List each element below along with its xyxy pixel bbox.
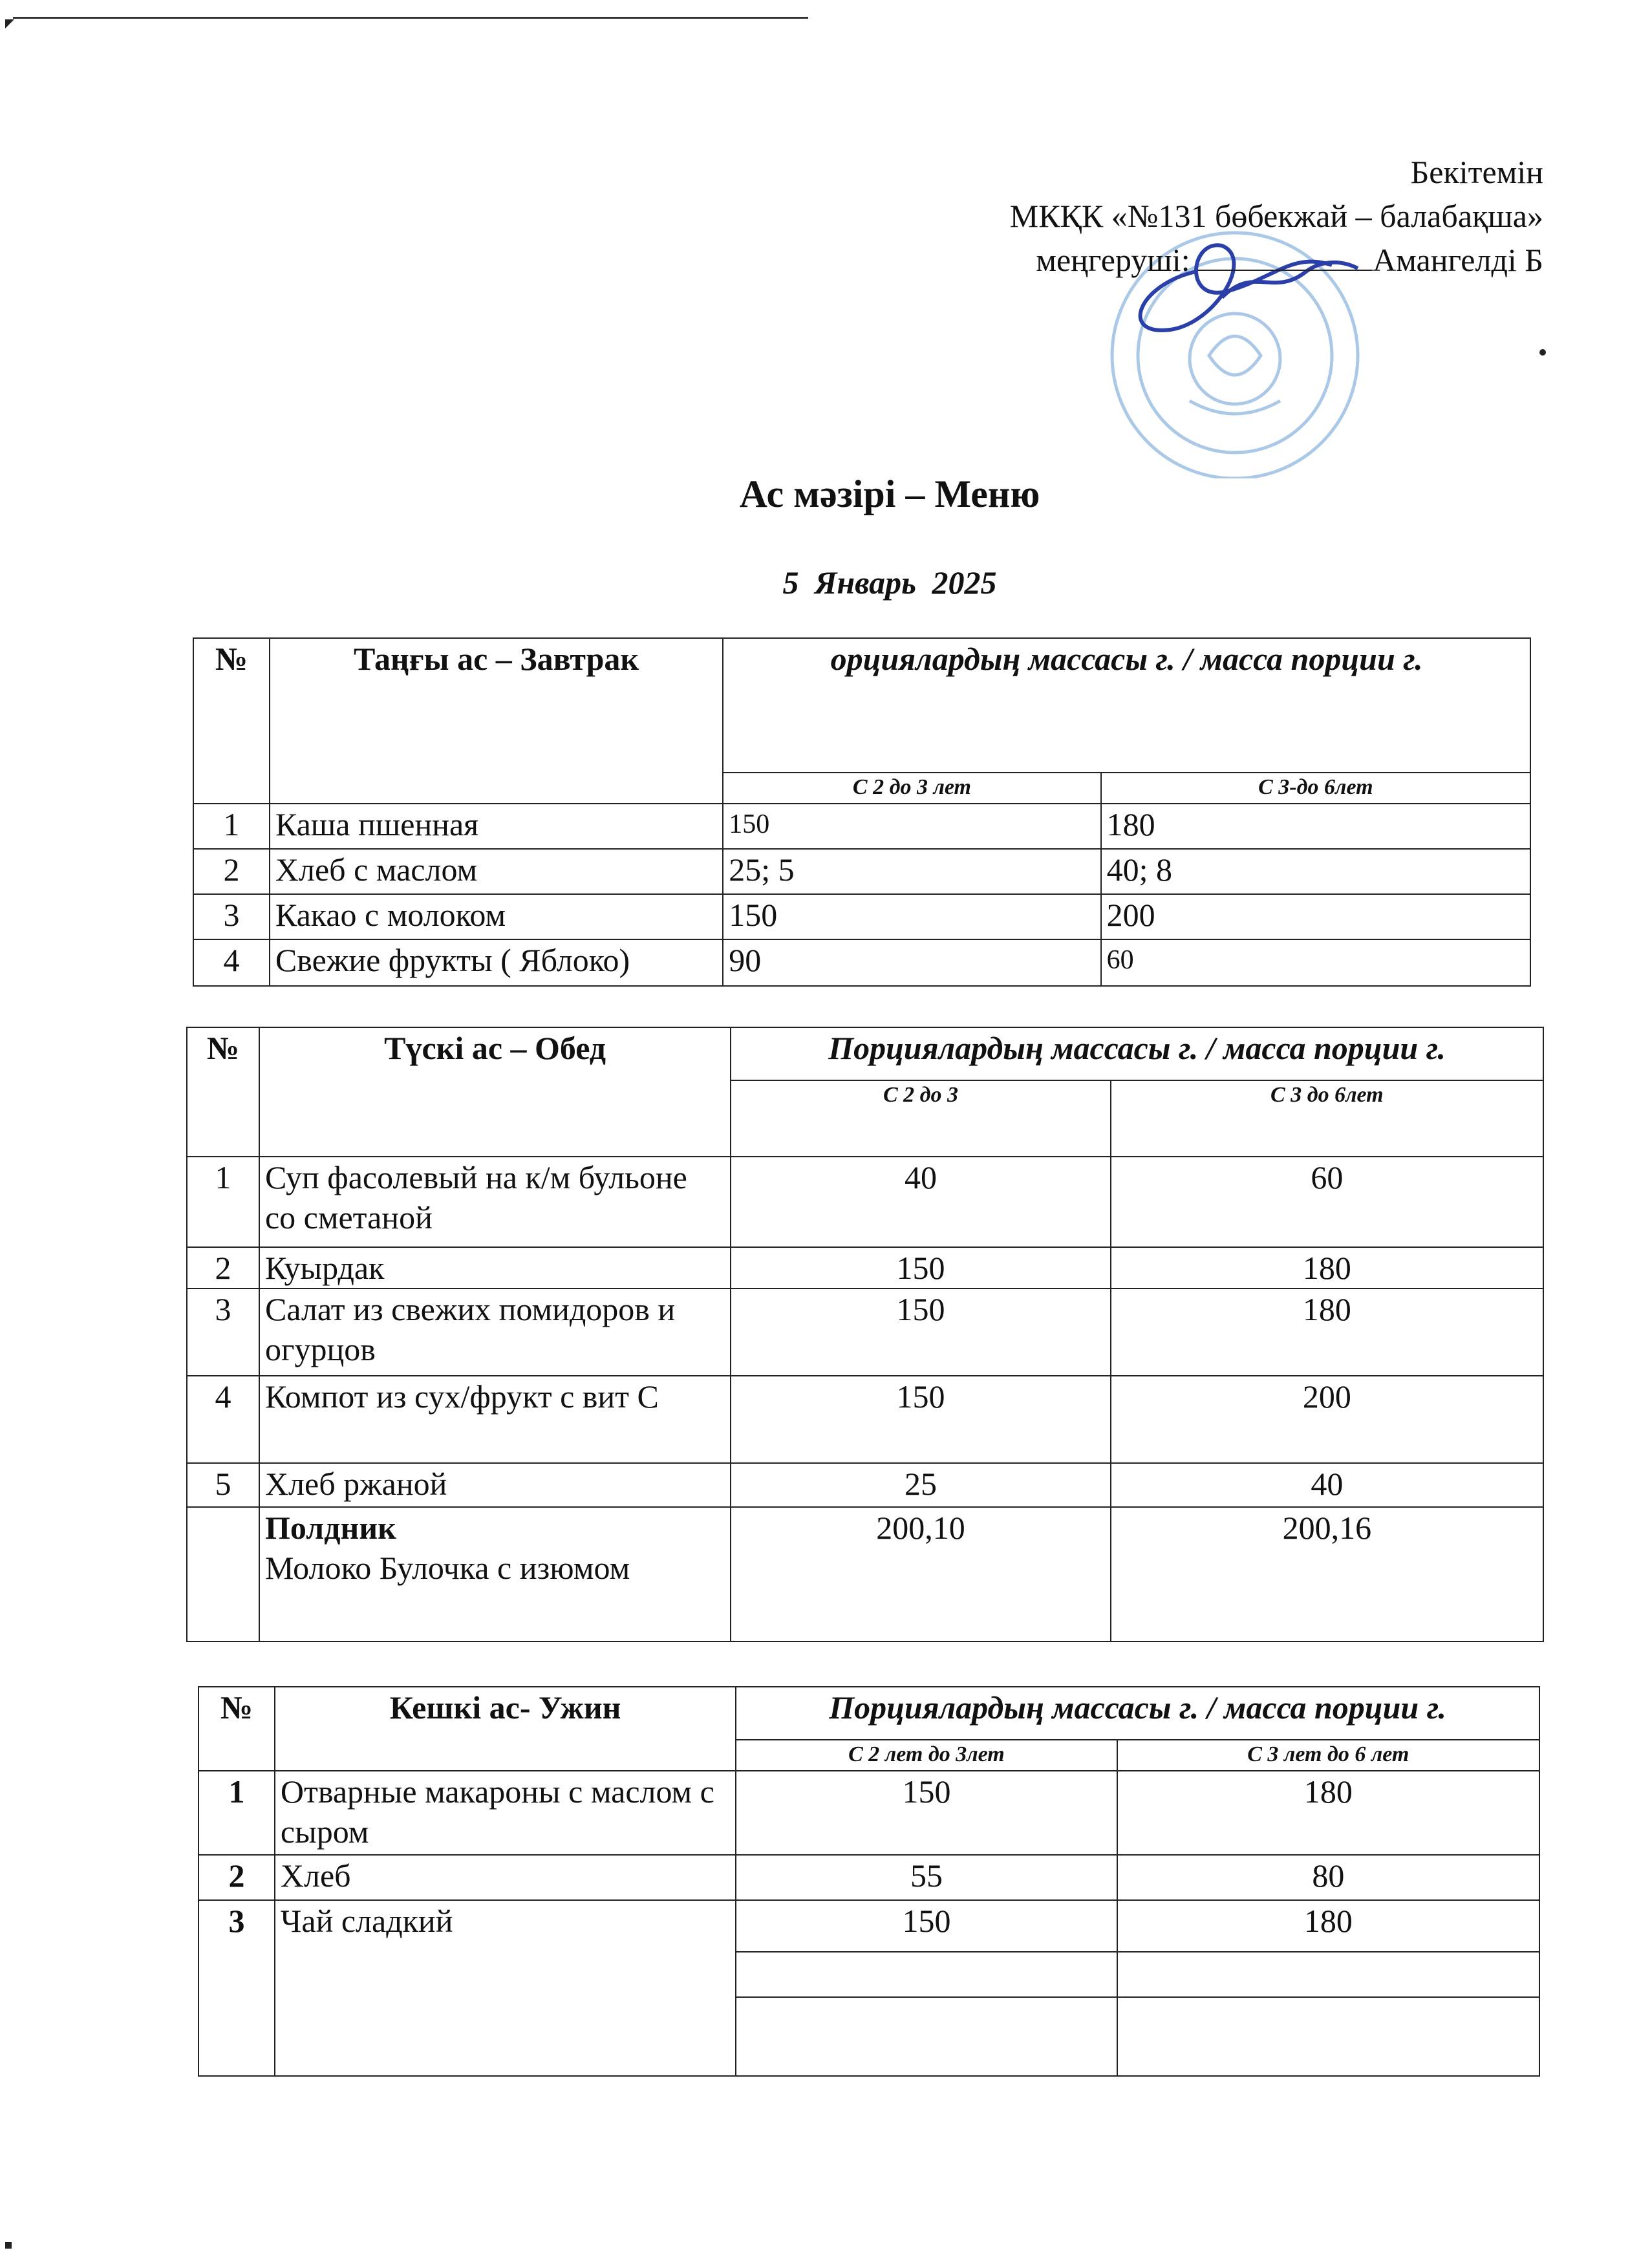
portion-small: 55 — [736, 1855, 1117, 1900]
row-number-empty — [187, 1507, 259, 1642]
menu-date: 5 Январь 2025 — [782, 564, 997, 601]
portion-large: 40 — [1111, 1463, 1543, 1507]
table-row — [193, 939, 1530, 986]
portion-large: 60 — [1101, 939, 1530, 986]
portion-small: 150 — [723, 894, 1100, 939]
portion-large: 200 — [1111, 1376, 1543, 1463]
lunch-table — [186, 1027, 1544, 1642]
table-row — [198, 1855, 1539, 1900]
table-row — [193, 849, 1530, 894]
portion-small: 150 — [731, 1376, 1110, 1463]
portion-small: 25 — [731, 1463, 1110, 1507]
table-row — [187, 1247, 1543, 1289]
empty-cell — [1117, 1997, 1539, 2076]
approval-role: меңгеруші: — [1036, 242, 1190, 278]
row-number: 2 — [198, 1855, 275, 1900]
mass-header: Порциялардың массасы г. / масса порции г. — [731, 1027, 1543, 1080]
portion-large: 200 — [1101, 894, 1530, 939]
row-number: 4 — [193, 939, 270, 986]
col-number-header: № — [198, 1687, 275, 1771]
row-number: 5 — [187, 1463, 259, 1507]
row-number: 2 — [187, 1247, 259, 1289]
dish-name: Свежие фрукты ( Яблоко) — [270, 939, 723, 986]
snack-title: Полдник — [264, 1510, 396, 1546]
table-row — [193, 804, 1530, 849]
age-group-1: С 2 лет до 3лет — [736, 1740, 1117, 1771]
mass-header: орциялардың массасы г. / масса порции г. — [723, 638, 1530, 773]
meal-header: Кешкі ас- Ужин — [275, 1687, 736, 1771]
table-row — [187, 1157, 1543, 1247]
dish-name: Суп фасолевый на к/м бульоне со сметаной — [259, 1157, 731, 1247]
dish-name: Отварные макароны с маслом с сыром — [275, 1771, 736, 1855]
snack-row — [187, 1507, 1543, 1642]
portion-large: 40; 8 — [1101, 849, 1530, 894]
portion-small: 150 — [736, 1900, 1117, 1952]
table-row — [193, 894, 1530, 939]
dot-mark — [1539, 349, 1546, 356]
approval-block — [1010, 150, 1543, 282]
dinner-table — [198, 1686, 1540, 2077]
row-number: 1 — [187, 1157, 259, 1247]
row-number: 3 — [198, 1900, 275, 2076]
portion-small: 150 — [723, 804, 1100, 849]
dish-name: Компот из сух/фрукт с вит С — [259, 1376, 731, 1463]
table-row — [187, 1289, 1543, 1376]
age-group-1: С 2 до 3 лет — [723, 773, 1100, 804]
snack-cell — [259, 1507, 731, 1642]
portion-large: 180 — [1111, 1289, 1543, 1376]
portion-large: 180 — [1111, 1247, 1543, 1289]
snack-items: Молоко Булочка с изюмом — [264, 1550, 630, 1586]
row-number: 1 — [198, 1771, 275, 1855]
table-row — [187, 1463, 1543, 1507]
approval-line-3 — [1010, 238, 1543, 282]
approval-name: Амангелді Б — [1373, 242, 1543, 278]
row-number: 2 — [193, 849, 270, 894]
portion-small: 150 — [731, 1247, 1110, 1289]
portion-large: 60 — [1111, 1157, 1543, 1247]
approval-line-2: МКҚК «№131 бөбекжай – балабақша» — [1009, 198, 1543, 234]
meal-header: Таңғы ас – Завтрак — [270, 638, 723, 804]
empty-cell — [736, 1952, 1117, 1997]
breakfast-table — [193, 637, 1531, 987]
top-border-line — [13, 17, 808, 19]
portion-small: 90 — [723, 939, 1100, 986]
table-row — [198, 1771, 1539, 1855]
row-number: 3 — [187, 1289, 259, 1376]
empty-cell — [1117, 1952, 1539, 1997]
meal-header: Түскі ас – Обед — [259, 1027, 731, 1157]
mass-header: Порциялардың массасы г. / масса порции г. — [736, 1687, 1539, 1740]
dish-name: Салат из свежих помидоров и огурцов — [259, 1289, 731, 1376]
portion-small: 150 — [736, 1771, 1117, 1855]
signature-underline — [1198, 244, 1373, 271]
portion-small: 200,10 — [731, 1507, 1110, 1642]
row-number: 4 — [187, 1376, 259, 1463]
portion-large: 180 — [1117, 1900, 1539, 1952]
col-number-header: № — [193, 638, 270, 804]
row-number: 1 — [193, 804, 270, 849]
col-number-header: № — [187, 1027, 259, 1157]
table-row — [187, 1376, 1543, 1463]
dish-name: Хлеб ржаной — [259, 1463, 731, 1507]
age-group-2: С 3 до 6лет — [1111, 1080, 1543, 1157]
dish-name: Хлеб с маслом — [270, 849, 723, 894]
corner-mark — [5, 19, 14, 28]
portion-large: 180 — [1117, 1771, 1539, 1855]
dish-name: Какао с молоком — [270, 894, 723, 939]
portion-large: 80 — [1117, 1855, 1539, 1900]
dish-name: Чай сладкий — [275, 1900, 736, 2076]
age-group-2: С 3 лет до 6 лет — [1117, 1740, 1539, 1771]
portion-small: 25; 5 — [723, 849, 1100, 894]
age-group-2: С 3-до 6лет — [1101, 773, 1530, 804]
portion-large: 180 — [1101, 804, 1530, 849]
empty-cell — [736, 1997, 1117, 2076]
table-row — [198, 1900, 1539, 1952]
dish-name: Каша пшенная — [270, 804, 723, 849]
dish-name: Хлеб — [275, 1855, 736, 1900]
portion-small: 40 — [731, 1157, 1110, 1247]
portion-small: 150 — [731, 1289, 1110, 1376]
page-title: Ас мәзірі – Меню — [739, 473, 1040, 515]
age-group-1: С 2 до 3 — [731, 1080, 1110, 1157]
portion-large: 200,16 — [1111, 1507, 1543, 1642]
approval-line-1: Бекітемін — [1410, 154, 1543, 190]
corner-mark-bottom — [5, 2242, 12, 2249]
row-number: 3 — [193, 894, 270, 939]
dish-name: Куырдак — [259, 1247, 731, 1289]
